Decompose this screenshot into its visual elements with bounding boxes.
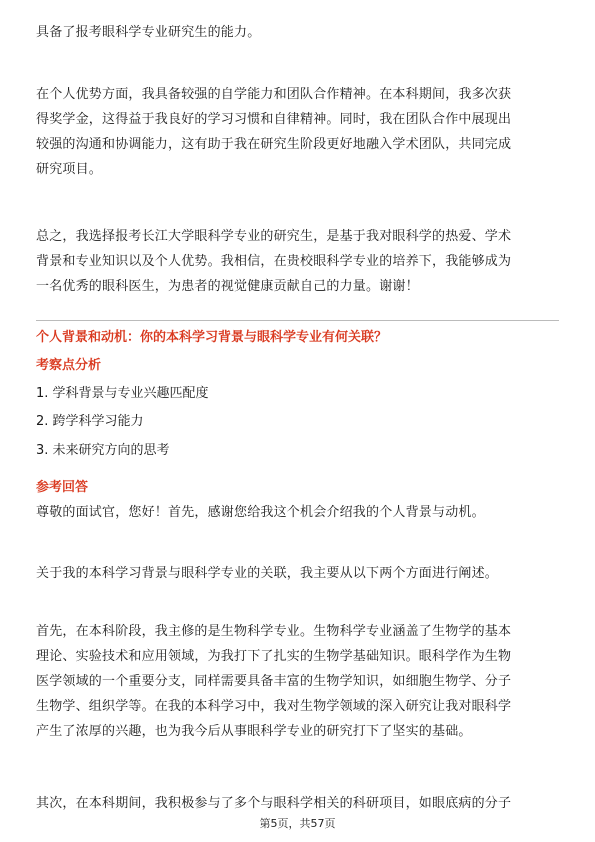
- text-line: 理论、实验技术和应用领域，为我打下了扎实的生物学基础知识。眼科学作为生物: [36, 649, 512, 664]
- paragraph-relation-overview: [36, 561, 559, 586]
- question-heading: 个人背景和动机：你的本科学习背景与眼科学专业有何关联？: [36, 330, 388, 345]
- paragraph-personal-strengths: [36, 82, 559, 182]
- paragraph-intro-end: [36, 20, 559, 45]
- paragraph-greeting: [36, 500, 559, 525]
- text-line: 得奖学金，这得益于我良好的学习习惯和自律精神。同时，我在团队合作中展现出: [36, 112, 512, 127]
- analysis-item: 2. 跨学科学习能力: [36, 414, 144, 429]
- paragraph-research-projects: [36, 791, 559, 816]
- analysis-item: 1. 学科背景与专业兴趣匹配度: [36, 386, 209, 401]
- text-line: 背景和专业知识以及个人优势。我相信，在贵校眼科学专业的培养下，我能够成为: [36, 254, 512, 269]
- text-line: 一名优秀的眼科医生，为患者的视觉健康贡献自己的力量。谢谢！: [36, 279, 419, 294]
- text-line: 生物学、组织学等。在我的本科学习中，我对生物学领域的深入研究让我对眼科学: [36, 699, 512, 714]
- text-line: 尊敬的面试官，您好！首先，感谢您给我这个机会介绍我的个人背景与动机。: [36, 505, 485, 520]
- text-line: 研究项目。: [36, 162, 103, 177]
- page-number-footer: 第5页，共57页: [259, 817, 336, 830]
- text-line: 在个人优势方面，我具备较强的自学能力和团队合作精神。在本科期间，我多次获: [36, 87, 512, 102]
- analysis-item: 3. 未来研究方向的思考: [36, 443, 170, 458]
- text-line: 医学领域的一个重要分支，同样需要具备丰富的生物学知识，如细胞生物学、分子: [36, 674, 512, 689]
- text-line: 较强的沟通和协调能力，这有助于我在研究生阶段更好地融入学术团队，共同完成: [36, 137, 512, 152]
- analysis-label: 考察点分析: [36, 358, 102, 373]
- text-line: 首先，在本科阶段，我主修的是生物科学专业。生物科学专业涵盖了生物学的基本: [36, 624, 512, 639]
- section-divider: [36, 320, 559, 321]
- paragraph-conclusion: [36, 224, 559, 299]
- text-line: 关于我的本科学习背景与眼科学专业的关联，我主要从以下两个方面进行阐述。: [36, 566, 499, 581]
- text-line: 总之，我选择报考长江大学眼科学专业的研究生，是基于我对眼科学的热爱、学术: [36, 229, 512, 244]
- text-line: 具备了报考眼科学专业研究生的能力。: [36, 25, 261, 40]
- paragraph-undergrad-major: [36, 619, 559, 744]
- answer-label: 参考回答: [36, 480, 89, 495]
- text-line: 产生了浓厚的兴趣，也为我今后从事眼科学专业的研究打下了坚实的基础。: [36, 724, 472, 739]
- text-line: 其次，在本科期间，我积极参与了多个与眼科学相关的科研项目，如眼底病的分子: [36, 796, 512, 811]
